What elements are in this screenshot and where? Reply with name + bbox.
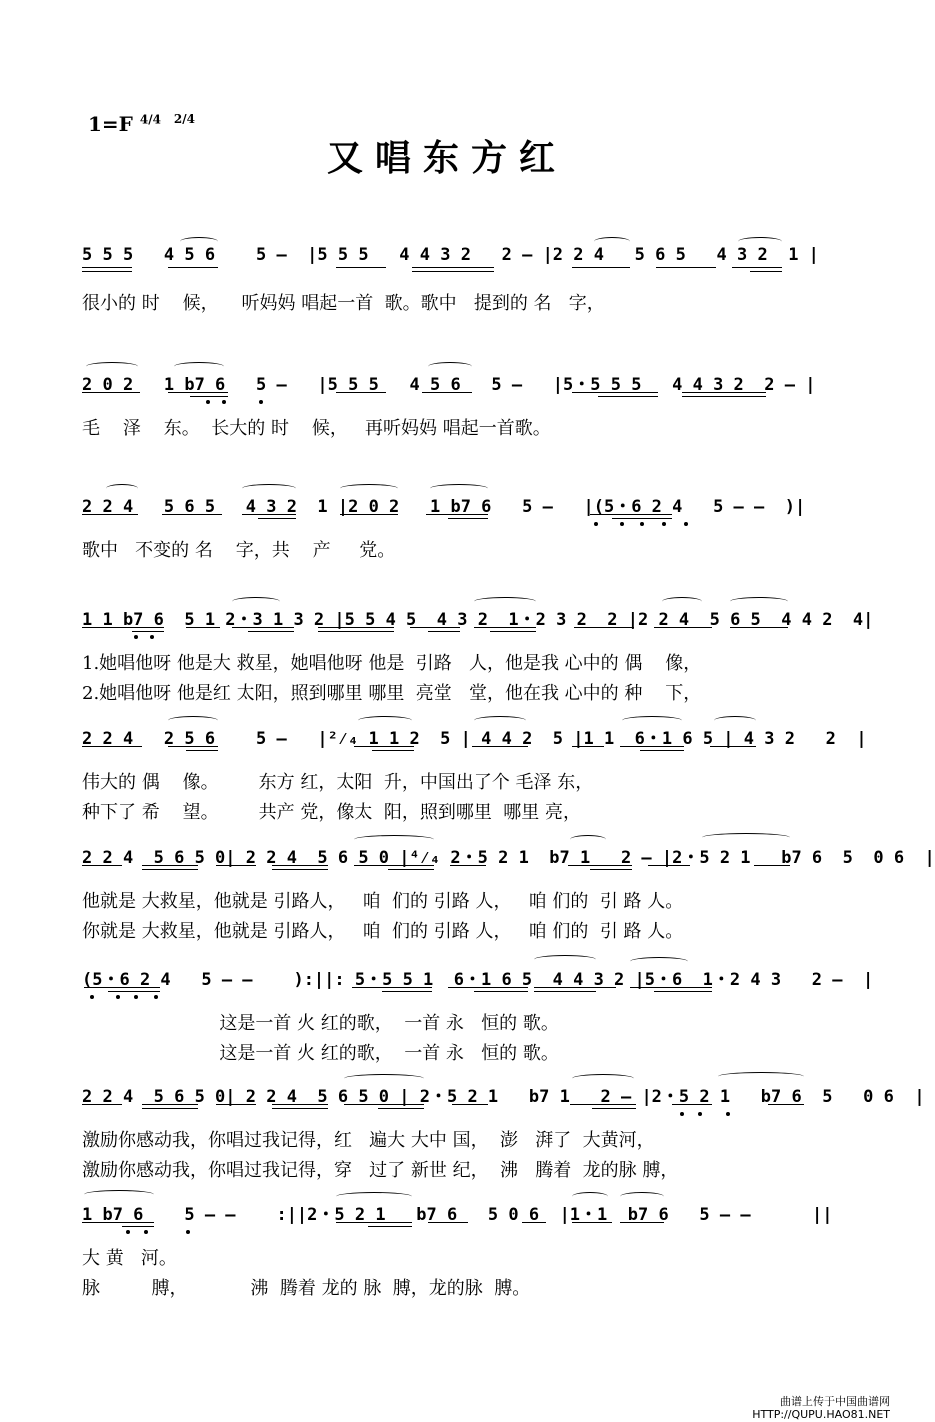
beam-line <box>368 1226 412 1227</box>
slur-mark <box>340 484 398 493</box>
slur-mark <box>336 1192 412 1201</box>
slur-mark <box>730 597 788 606</box>
beam-line <box>372 750 414 751</box>
slur-mark <box>534 955 596 964</box>
lyric-line-2: 脉 膊， 沸 腾着 龙的 脉 膊，龙的脉 膊。 <box>82 1278 531 1299</box>
beam-line <box>576 987 616 988</box>
beam-line <box>142 1104 198 1105</box>
beam-line <box>82 267 132 268</box>
lyric-line-1: 伟大的 偶 像。 东方 红，太阳 升，中国出了个 毛泽 东， <box>82 772 594 793</box>
beam-line <box>620 1222 664 1223</box>
beam-line <box>272 869 328 870</box>
notation-line: 2 2 4 2 5 6 5 — |²⁄₄ 1 1 2 5 | 4 4 2 5 |1 1 6・1 6 5 | 4 3 2 2 | <box>82 729 867 749</box>
time-signature-1: 4/4 <box>139 112 161 127</box>
lower-octave-dot <box>594 522 598 526</box>
beam-line <box>570 1104 636 1105</box>
lower-octave-dot <box>698 1112 702 1116</box>
beam-line <box>474 627 536 628</box>
slur-mark <box>702 833 790 842</box>
beam-line <box>590 514 672 515</box>
beam-line <box>654 627 712 628</box>
beam-line <box>82 1222 154 1223</box>
beam-line <box>272 1104 328 1105</box>
lower-octave-dot <box>684 522 688 526</box>
slur-mark <box>714 716 756 725</box>
lyric-line-2: 你就是 大救星，他就是 引路人， 咱 们的 引路 人， 咱 们的 引 路 人。 <box>82 921 684 942</box>
slur-mark <box>572 1074 634 1083</box>
beam-line <box>84 987 160 988</box>
slur-mark <box>84 1190 154 1199</box>
beam-line <box>272 1108 328 1109</box>
beam-line <box>258 518 296 519</box>
lower-octave-dot <box>206 400 210 404</box>
beam-line <box>422 392 472 393</box>
beam-line <box>82 271 132 272</box>
beam-line <box>572 1222 612 1223</box>
watermark-line-2: HTTP://QUPU.HAO81.NET <box>752 1408 890 1421</box>
lyric-line-1: 大 黄 河。 <box>82 1248 177 1269</box>
beam-line <box>186 750 218 751</box>
beam-line <box>572 746 604 747</box>
lower-octave-dot <box>116 995 120 999</box>
beam-line <box>168 746 218 747</box>
lower-octave-dot <box>186 1230 190 1234</box>
beam-line <box>132 631 164 632</box>
lower-octave-dot <box>620 522 624 526</box>
beam-line <box>750 271 782 272</box>
beam-line <box>186 627 220 628</box>
beam-line <box>336 1222 412 1223</box>
beam-line <box>682 392 766 393</box>
lyric-line-1: 他就是 大救星，他就是 引路人， 咱 们的 引路 人， 咱 们的 引 路 人。 <box>82 891 684 912</box>
beam-line <box>340 514 398 515</box>
lyric-line-1: 1.她唱他呀 他是大 救星，她唱他呀 他是 引路 人，他是我 心中的 偶 像， <box>82 653 702 674</box>
watermark-footer <box>752 1395 890 1421</box>
slur-mark <box>718 1072 804 1081</box>
slur-mark <box>662 597 702 606</box>
beam-line <box>242 514 296 515</box>
notation-line: 2 2 4 5 6 5 0| 2 2 4 5 6 5 0 | 2・5 2 1 b7 1 2 — |2・5 2 1 b7 6 5 0 6 | <box>82 1087 925 1107</box>
slur-mark <box>572 1192 608 1201</box>
slur-mark <box>354 835 434 844</box>
slur-mark <box>474 597 536 606</box>
beam-line <box>388 869 434 870</box>
beam-line <box>344 1104 424 1105</box>
beam-line <box>522 1222 546 1223</box>
slur-mark <box>428 362 472 371</box>
slur-mark <box>86 362 138 371</box>
lower-octave-dot <box>662 522 666 526</box>
lyric-line-1: 毛 泽 东。 长大的 时 候， 再听妈妈 唱起一首歌。 <box>82 418 551 439</box>
lyric-line-1: 激励你感动我，你唱过我记得，红 遍大 大中 国， 澎 湃了 大黄河， <box>82 1130 655 1151</box>
lyric-line-2: 这是一首 火 红的歌， 一首 永 恒的 歌。 <box>82 1043 559 1064</box>
beam-line <box>534 991 596 992</box>
beam-line <box>168 267 218 268</box>
beam-line <box>216 1104 256 1105</box>
beam-line <box>142 1108 198 1109</box>
beam-line <box>382 991 432 992</box>
beam-line <box>82 1104 122 1105</box>
lower-octave-dot <box>90 995 94 999</box>
beam-line <box>630 987 712 988</box>
beam-line <box>216 865 256 866</box>
slur-mark <box>180 237 218 246</box>
slur-mark <box>168 716 218 725</box>
beam-line <box>82 627 164 628</box>
beam-line <box>598 396 658 397</box>
song-title: 又唱东方红 <box>326 137 567 179</box>
beam-line <box>354 746 414 747</box>
beam-line <box>710 746 756 747</box>
beam-line <box>352 987 432 988</box>
beam-line <box>450 865 486 866</box>
slur-mark <box>430 484 488 493</box>
beam-line <box>572 392 658 393</box>
lower-octave-dot <box>680 1112 684 1116</box>
beam-line <box>190 396 228 397</box>
lower-octave-dot <box>150 635 154 639</box>
beam-line <box>428 1222 468 1223</box>
beam-line <box>428 631 460 632</box>
slur-mark <box>594 237 630 246</box>
lyric-line-1: 歌中 不变的 名 字，共 产 党。 <box>82 540 396 561</box>
beam-line <box>654 991 712 992</box>
beam-line <box>448 518 488 519</box>
beam-line <box>656 267 716 268</box>
notation-line: 2 2 4 5 6 5 0| 2 2 4 5 6 5 0 |⁴⁄₄ 2・5 2 1 b7 1 2 — |2・5 2 1 b7 6 5 0 6 | <box>82 848 935 868</box>
beam-line <box>336 392 386 393</box>
lyric-line-2: 种下了 希 望。 共产 党，像太 阳，照到哪里 哪里 亮， <box>82 802 581 823</box>
beam-line <box>672 1104 712 1105</box>
beam-line <box>474 991 528 992</box>
notation-line: 5 5 5 4 5 6 5 — |5 5 5 4 4 3 2 2 — |2 2 4 5 6 5 4 3 2 1 | <box>82 245 819 265</box>
beam-line <box>82 865 122 866</box>
beam-line <box>490 631 536 632</box>
lower-octave-dot <box>134 995 138 999</box>
slur-mark <box>358 716 412 725</box>
beam-line <box>412 271 494 272</box>
beam-line <box>452 1104 488 1105</box>
beam-line <box>318 631 394 632</box>
beam-line <box>272 865 328 866</box>
notation-line: (5・6 2 4 5 — — ):||: 5・5 5 1 6・1 6 5 4 4 3 2 |5・6 1・2 4 3 2 — | <box>82 970 874 990</box>
beam-line <box>108 991 160 992</box>
lyric-line-1: 这是一首 火 红的歌， 一首 永 恒的 歌。 <box>82 1013 559 1034</box>
lower-octave-dot <box>259 400 263 404</box>
slur-mark <box>242 484 296 493</box>
slur-mark <box>620 1192 664 1201</box>
slur-mark <box>344 1074 424 1083</box>
slur-mark <box>570 835 606 844</box>
beam-line <box>648 865 690 866</box>
beam-line <box>82 514 138 515</box>
beam-line <box>248 631 294 632</box>
beam-line <box>122 1226 154 1227</box>
beam-line <box>568 865 632 866</box>
lower-octave-dot <box>640 522 644 526</box>
beam-line <box>754 865 790 866</box>
beam-line <box>768 1104 804 1105</box>
beam-line <box>82 746 142 747</box>
beam-line <box>426 514 488 515</box>
beam-line <box>232 627 294 628</box>
beam-line <box>82 392 140 393</box>
lyric-line-2: 2.她唱他呀 他是红 太阳，照到哪里 哪里 亮堂 堂，他在我 心中的 种 下， <box>82 683 702 704</box>
beam-line <box>412 267 494 268</box>
lyric-line-2: 激励你感动我，你唱过我记得，穿 过了 新世 纪， 沸 腾着 龙的脉 膊， <box>82 1160 679 1181</box>
notation-line: 1 1 b7 6 5 1 2・3 1 3 2 |5 5 4 5 4 3 2 1・2 3 2 2 |2 2 4 5 6 5 4 4 2 4| <box>82 610 874 630</box>
lower-octave-dot <box>144 1230 148 1234</box>
beam-line <box>682 396 766 397</box>
notation-line: 1 b7 6 5 — — :||2・5 2 1 b7 6 5 0 6 |1・1 b7 6 5 — — || <box>82 1205 833 1225</box>
beam-line <box>162 514 222 515</box>
lower-octave-dot <box>222 400 226 404</box>
beam-line <box>142 869 198 870</box>
notation-line: 2 0 2 1 b7 6 5 — |5 5 5 4 5 6 5 — |5・5 5 5 4 4 3 2 2 — | <box>82 375 816 395</box>
beam-line <box>592 1108 636 1109</box>
lyric-line-1: 很小的 时 候， 听妈妈 唱起一首 歌。歌中 提到的 名 字， <box>82 293 605 314</box>
beam-line <box>574 627 634 628</box>
slur-mark <box>174 362 224 371</box>
slur-mark <box>630 957 688 966</box>
watermark-line-1: 曲谱上传于中国曲谱网 <box>780 1395 890 1408</box>
beam-line <box>572 267 630 268</box>
lower-octave-dot <box>726 1112 730 1116</box>
key-main: 1=F <box>88 112 133 136</box>
beam-line <box>612 518 672 519</box>
slur-mark <box>474 716 526 725</box>
beam-line <box>142 865 198 866</box>
beam-line <box>640 750 684 751</box>
beam-line <box>410 627 460 628</box>
beam-line <box>336 267 386 268</box>
beam-line <box>354 865 434 866</box>
lower-octave-dot <box>126 1230 130 1234</box>
beam-line <box>732 267 782 268</box>
beam-line <box>378 1108 424 1109</box>
beam-line <box>168 392 228 393</box>
time-signature-2: 2/4 <box>173 112 195 127</box>
slur-mark <box>622 716 682 725</box>
beam-line <box>472 746 528 747</box>
lower-octave-dot <box>154 995 158 999</box>
slur-mark <box>232 597 280 606</box>
notation-line: 2 2 4 5 6 5 4 3 2 1 |2 0 2 1 b7 6 5 — |(5・6 2 4 5 — — )| <box>82 497 806 517</box>
beam-line <box>620 746 684 747</box>
beam-line <box>318 627 394 628</box>
slur-mark <box>106 484 138 493</box>
beam-line <box>448 987 528 988</box>
slur-mark <box>738 237 782 246</box>
beam-line <box>590 869 632 870</box>
lower-octave-dot <box>134 635 138 639</box>
beam-line <box>730 627 788 628</box>
